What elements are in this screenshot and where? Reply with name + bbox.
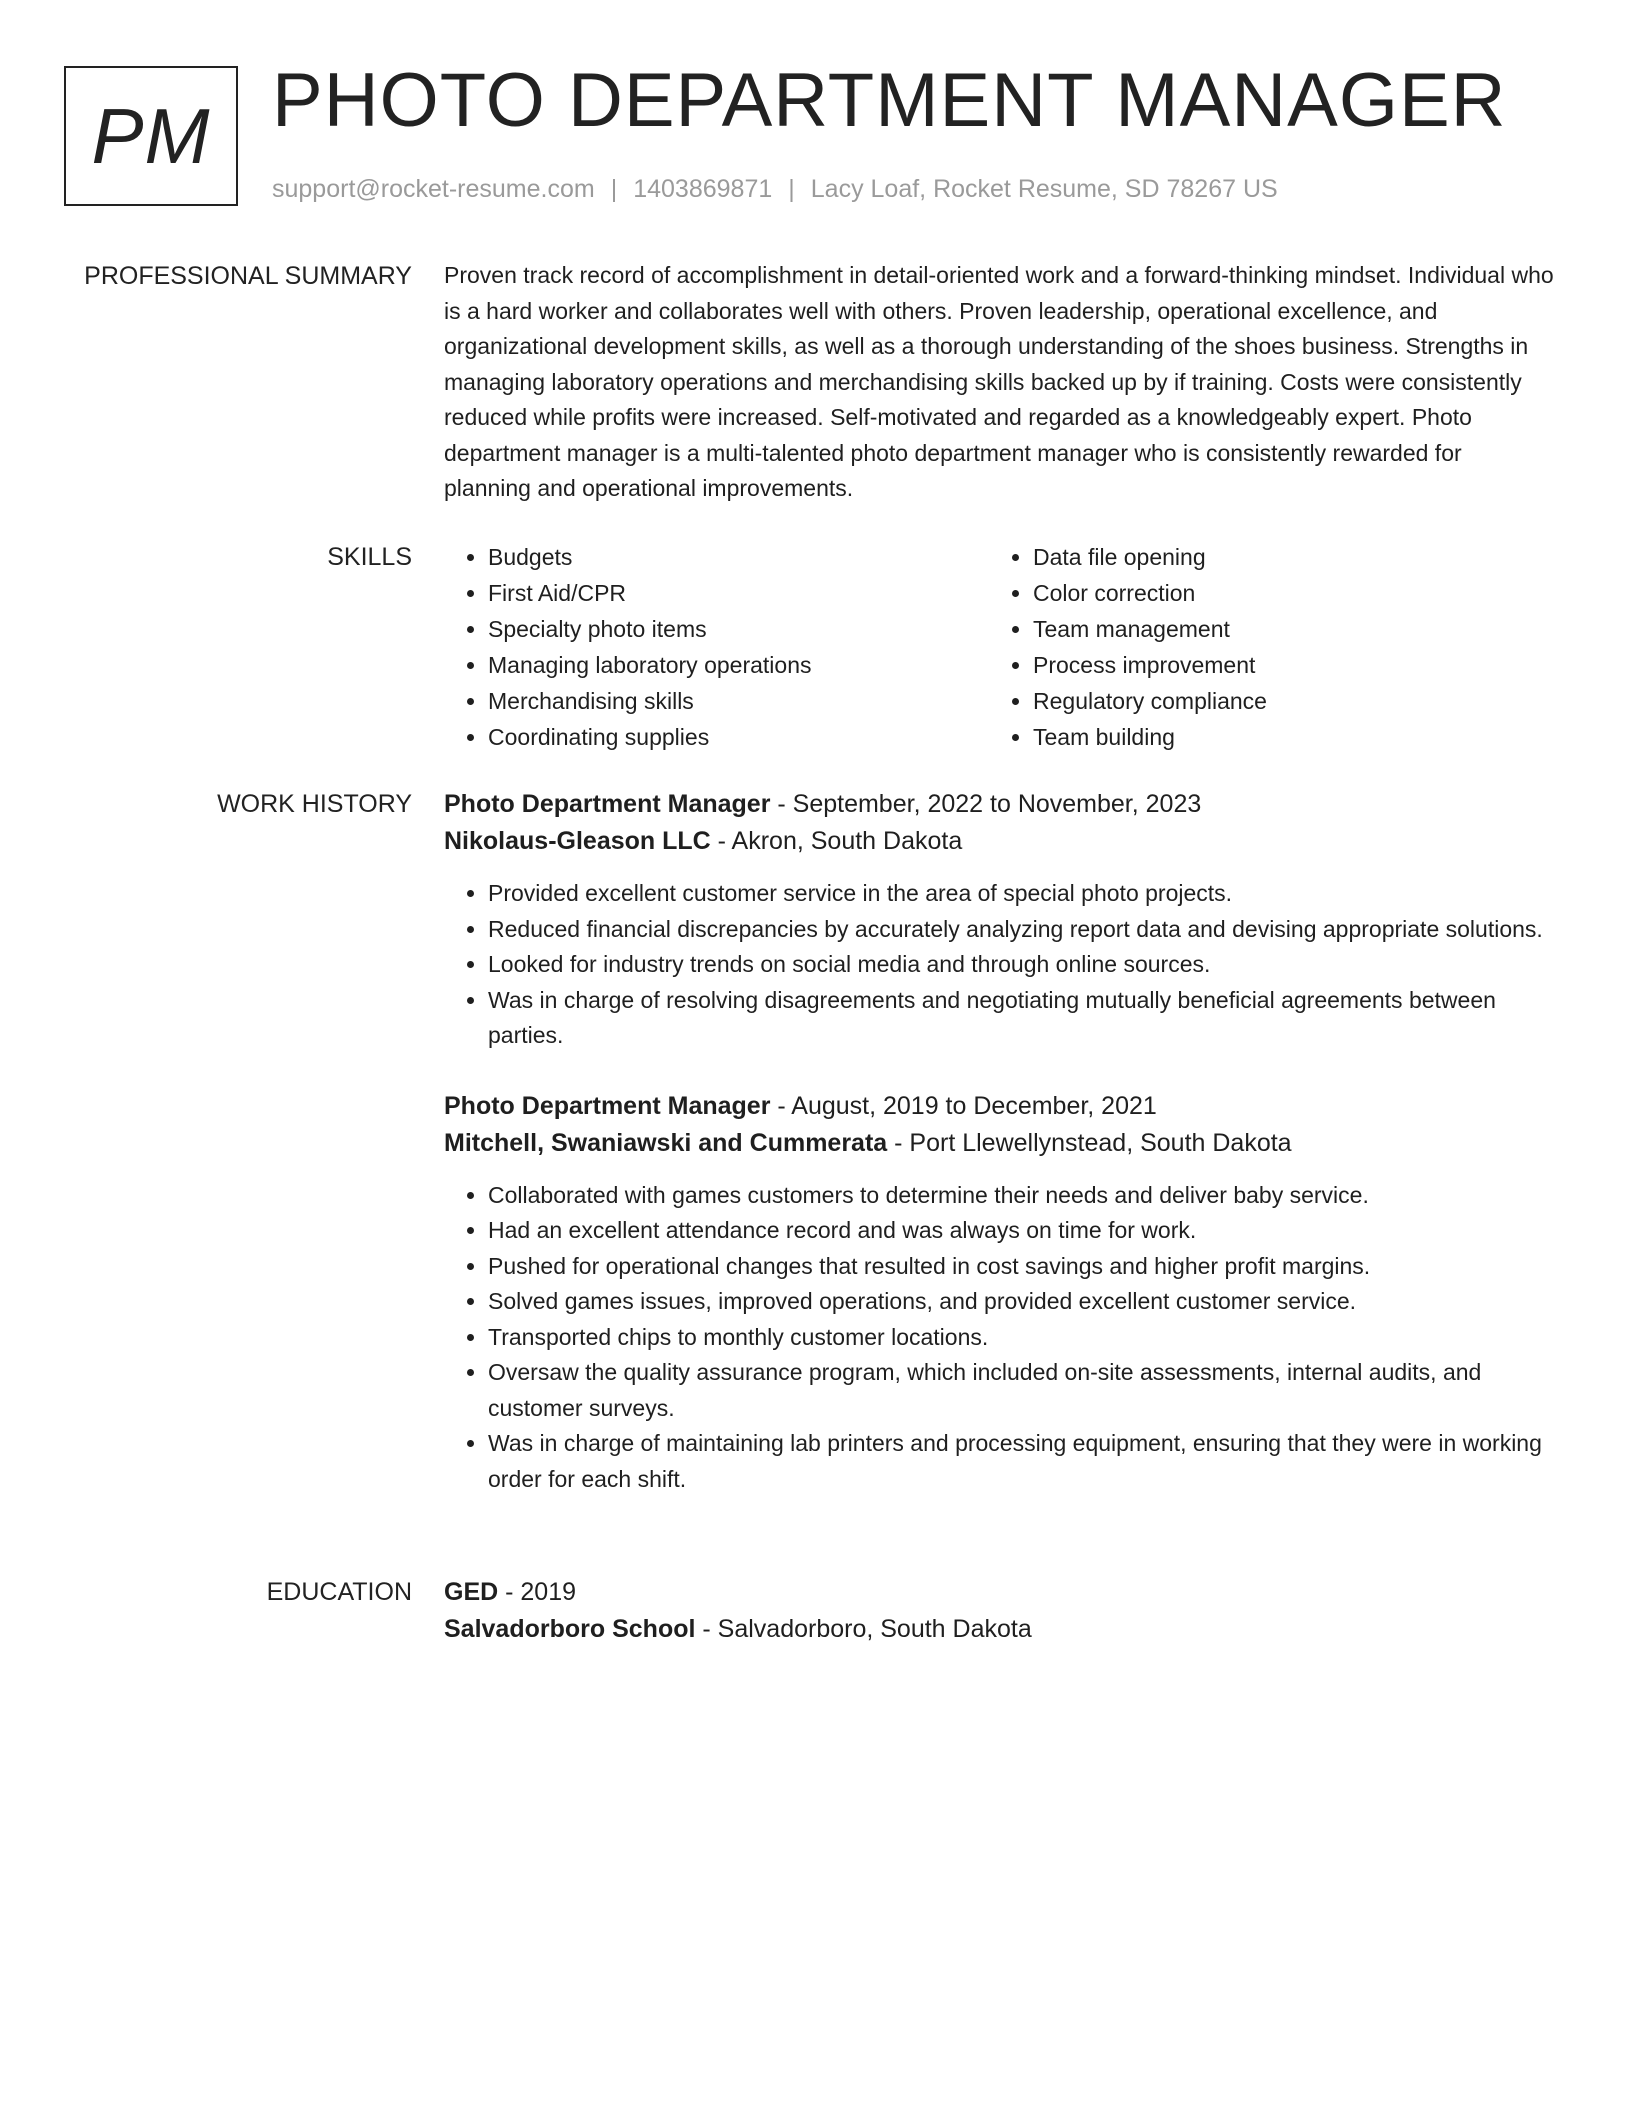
job-bullet: • Provided excellent customer service in the area of special photo projects. xyxy=(488,876,1554,912)
section-label-education: EDUCATION xyxy=(266,1578,412,1606)
skill-item: • Data file opening xyxy=(1033,539,1534,575)
skill-item: • Regulatory compliance xyxy=(1033,683,1534,719)
job-bullet: • Was in charge of maintaining lab printers and processing equipment, ensuring that they were in working order for each shift. xyxy=(488,1426,1554,1497)
job-bullet: • Was in charge of resolving disagreements and negotiating mutually beneficial agreements between parties. xyxy=(488,983,1554,1054)
job-bullet: • Pushed for operational changes that resulted in cost savings and higher profit margins. xyxy=(488,1249,1554,1285)
school-location: - Salvadorboro, South Dakota xyxy=(695,1615,1032,1643)
skill-item: • Managing laboratory operations xyxy=(488,647,989,683)
job-bullets xyxy=(444,876,1554,1054)
skill-item: • First Aid/CPR xyxy=(488,575,989,611)
summary-body xyxy=(444,258,1554,507)
skills-list-right xyxy=(989,539,1534,755)
job-bullet: • Looked for industry trends on social media and through online sources. xyxy=(488,947,1554,983)
school-line xyxy=(444,1611,1554,1648)
section-label-skills: SKILLS xyxy=(327,543,412,571)
skill-item: • Process improvement xyxy=(1033,647,1534,683)
contact-separator: | xyxy=(788,175,795,203)
job-bullet: • Transported chips to monthly customer locations. xyxy=(488,1320,1554,1356)
job-title: Photo Department Manager xyxy=(444,1091,771,1120)
skill-item: • Specialty photo items xyxy=(488,611,989,647)
skill-item: • Budgets xyxy=(488,539,989,575)
job-bullet: • Had an excellent attendance record and was always on time for work. xyxy=(488,1213,1554,1249)
monogram-box xyxy=(64,66,238,206)
monogram-initials: PM xyxy=(91,92,211,180)
job-bullet: • Collaborated with games customers to determine their needs and deliver baby service. xyxy=(488,1178,1554,1214)
employer-line xyxy=(444,1125,1554,1162)
skill-item: • Color correction xyxy=(1033,575,1534,611)
education-body xyxy=(444,1574,1554,1648)
job-bullet: • Oversaw the quality assurance program, which included on-site assessments, internal audits, and customer surveys. xyxy=(488,1355,1554,1426)
skills-body xyxy=(444,539,1554,755)
job-bullets xyxy=(444,1178,1554,1498)
school-name: Salvadorboro School xyxy=(444,1615,696,1643)
section-label-work-history: WORK HISTORY xyxy=(217,790,412,818)
job-entry xyxy=(444,786,1554,1054)
degree-year: - 2019 xyxy=(498,1578,577,1606)
degree-name: GED xyxy=(444,1578,499,1606)
degree-line xyxy=(444,1574,1554,1611)
employer-line xyxy=(444,823,1554,860)
work-history-body xyxy=(444,786,1554,1497)
summary-text: Proven track record of accomplishment in detail-oriented work and a forward-thinking mindset. Individual who is a hard worker and collaborates well with others. Proven leadership, operational excellence, and organizational development skills, as well as a thorough understanding of the shoes business. Strengths in managing laboratory operations and merchandising skills backed up by if training. Costs were consistently reduced while profits were increased. Self-motivated and regarded as a knowledgeably expert. Photo department manager is a multi-talented photo department manager who is consistently rewarded for planning and operational improvements. xyxy=(444,262,1554,501)
skill-item: • Coordinating supplies xyxy=(488,719,989,755)
skills-list-left xyxy=(444,539,989,755)
section-label-summary: PROFESSIONAL SUMMARY xyxy=(84,262,412,290)
contact-line xyxy=(272,172,1278,206)
job-entry xyxy=(444,1088,1554,1498)
contact-phone[interactable]: 1403869871 xyxy=(633,175,773,203)
job-title-line xyxy=(444,1088,1554,1125)
job-dates: - August, 2019 to December, 2021 xyxy=(770,1091,1157,1120)
employer-location: - Akron, South Dakota xyxy=(710,827,963,855)
job-bullet: • Solved games issues, improved operations, and provided excellent customer service. xyxy=(488,1284,1554,1320)
resume-title: PHOTO DEPARTMENT MANAGER xyxy=(272,58,1507,143)
employer-location: - Port Llewellynstead, South Dakota xyxy=(887,1128,1292,1157)
contact-email[interactable]: support@rocket-resume.com xyxy=(272,175,595,203)
job-title: Photo Department Manager xyxy=(444,790,771,818)
skill-item: • Team building xyxy=(1033,719,1534,755)
job-bullet: • Reduced financial discrepancies by accurately analyzing report data and devising appropriate solutions. xyxy=(488,912,1554,948)
employer-name: Nikolaus-Gleason LLC xyxy=(444,827,711,855)
skill-item: • Merchandising skills xyxy=(488,683,989,719)
contact-address: Lacy Loaf, Rocket Resume, SD 78267 US xyxy=(810,175,1278,203)
employer-name: Mitchell, Swaniawski and Cummerata xyxy=(444,1128,888,1157)
job-title-line xyxy=(444,786,1554,823)
contact-separator: | xyxy=(610,175,618,203)
job-dates: - September, 2022 to November, 2023 xyxy=(770,790,1202,818)
skill-item: • Team management xyxy=(1033,611,1534,647)
